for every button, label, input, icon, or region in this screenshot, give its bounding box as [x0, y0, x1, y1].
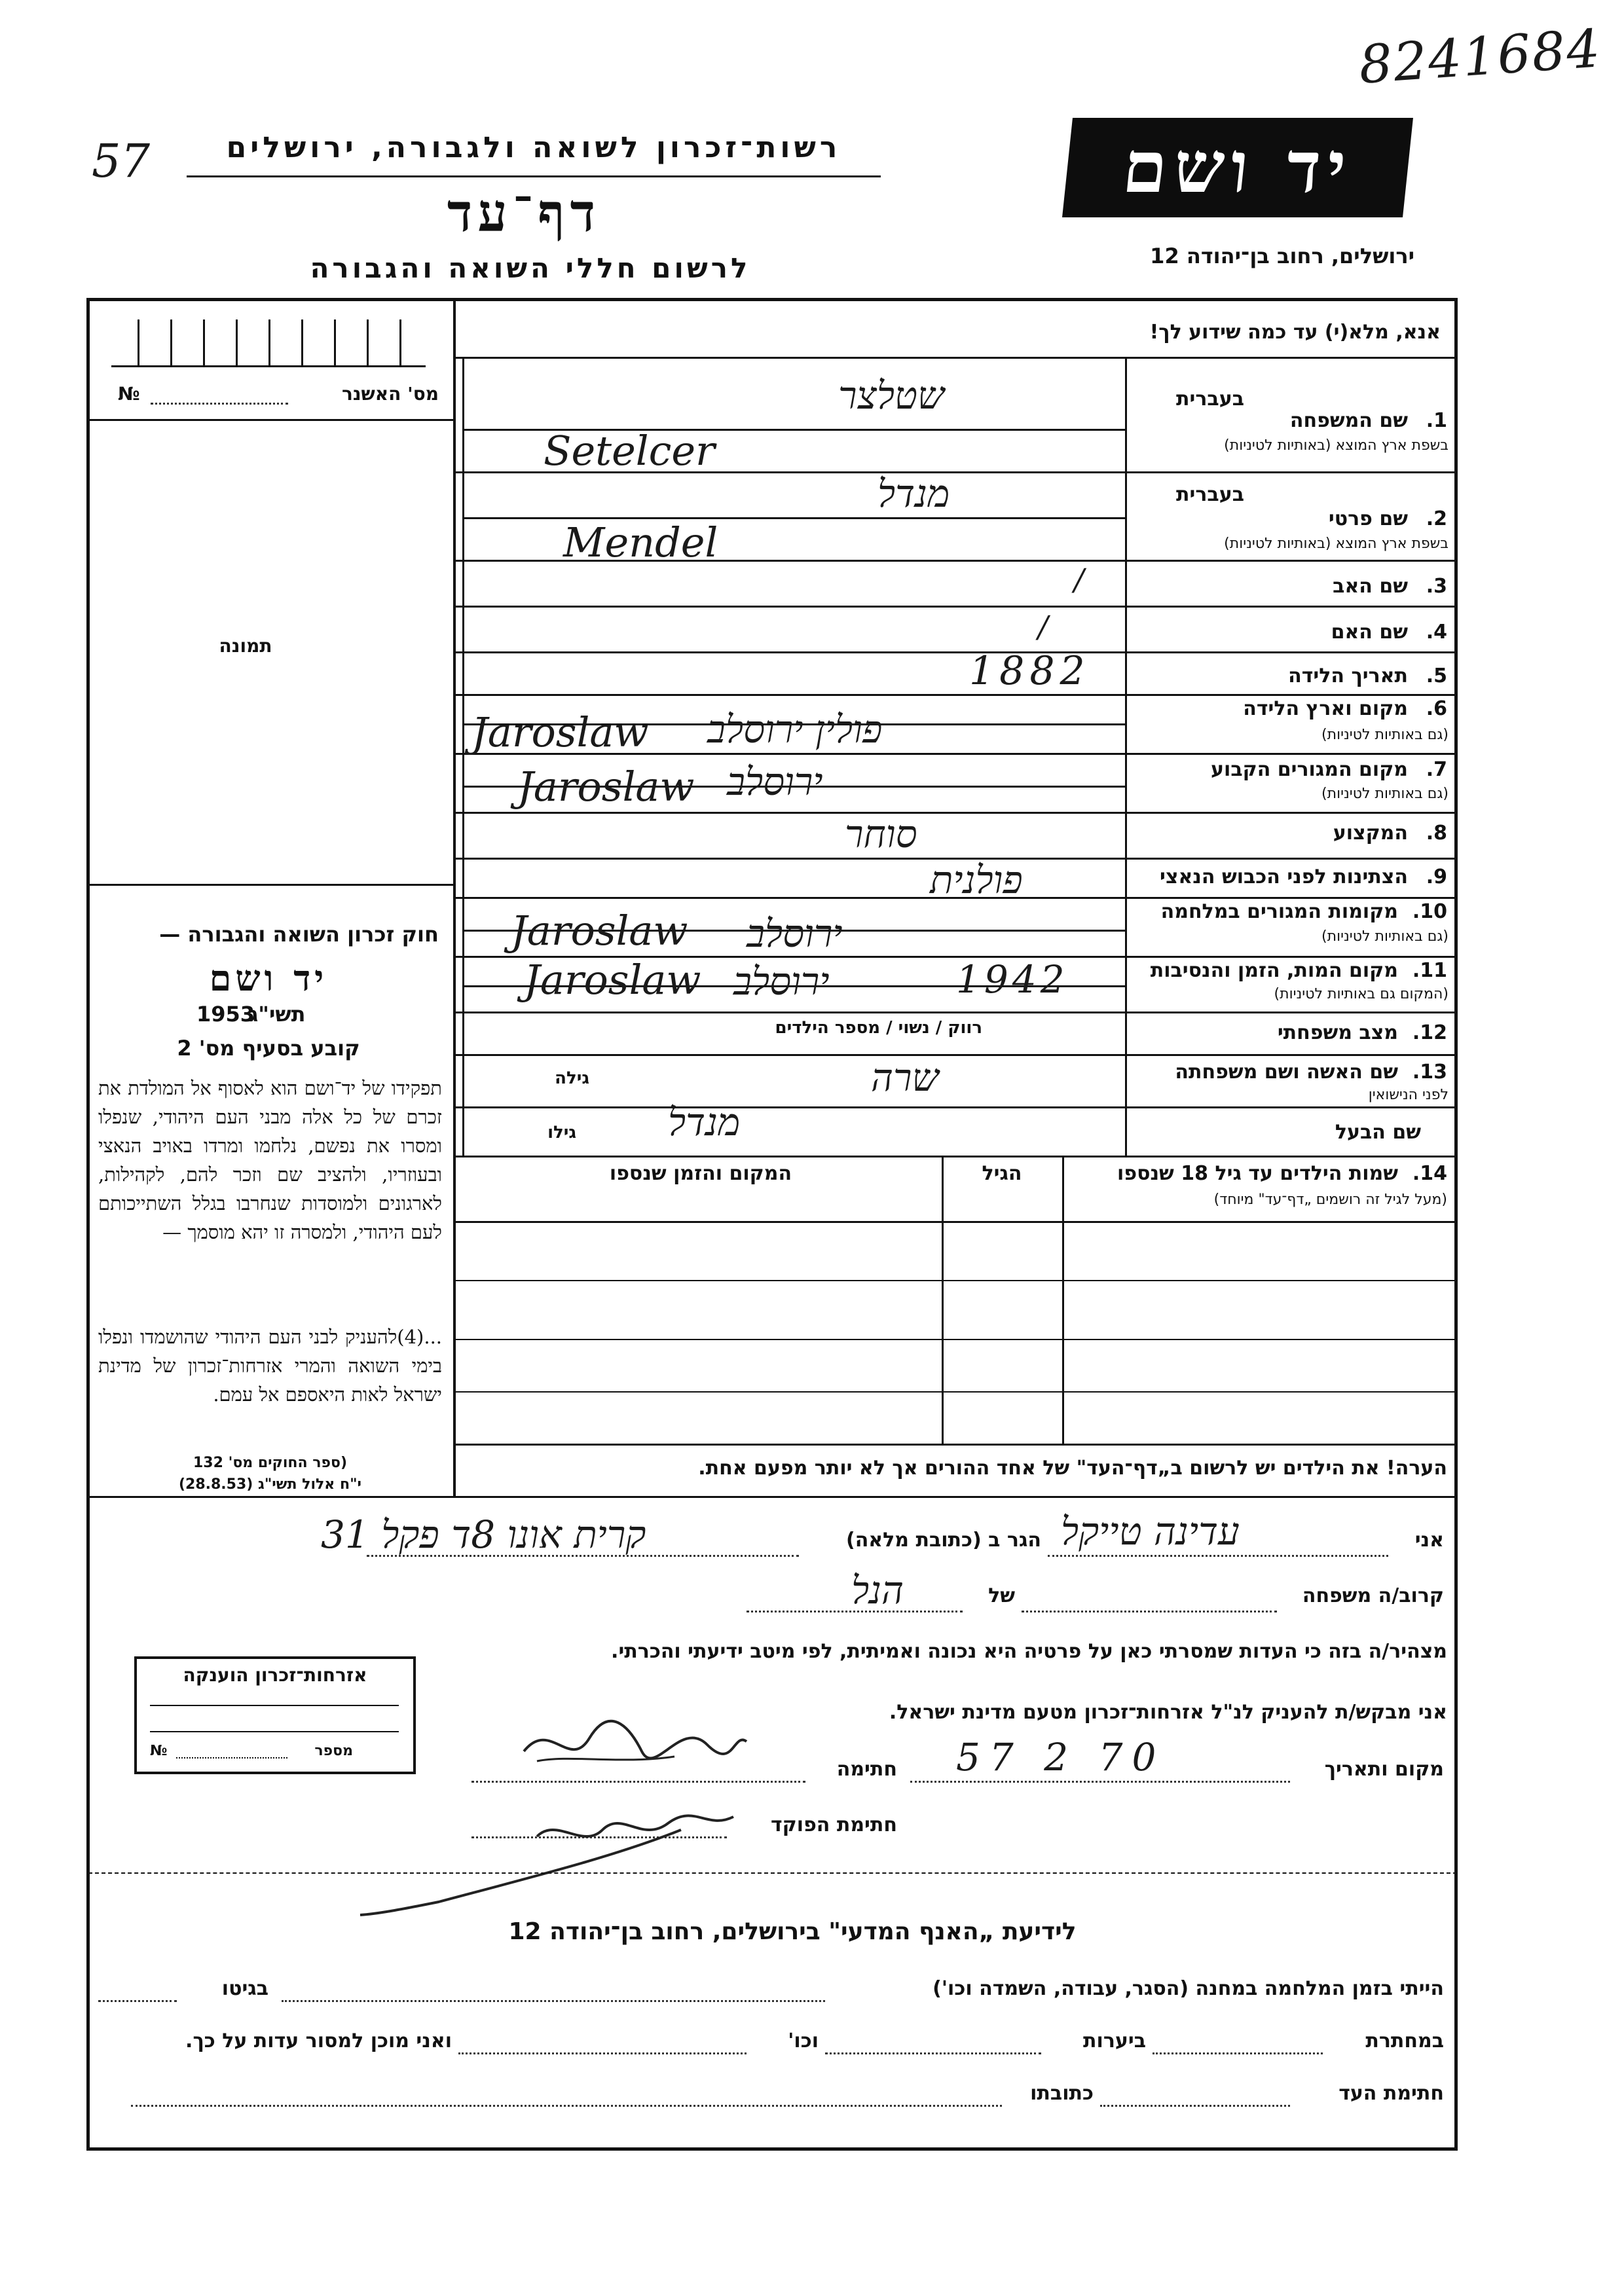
authority-name: רשות־זכרון לשואה ולגבורה, ירושלים — [226, 131, 841, 164]
children-age-header: הגיל — [982, 1162, 1022, 1185]
footer-underground-line — [1153, 2052, 1323, 2054]
field-13-value[interactable]: שרה — [871, 1055, 939, 1100]
footer-camp-label: הייתי בזמן המלחמה במחנה (הסגר, עבודה, השמדה וכו') — [932, 1977, 1444, 2000]
field-6-value-latin[interactable]: Jaroslaw — [471, 708, 649, 756]
law-clause: קובע בסעיף מס' 2 — [177, 1036, 360, 1061]
address-line: ירושלים, רחוב בן־יהודה 12 — [1150, 244, 1414, 268]
field-2-hebrew-tag: בעברית — [1176, 483, 1244, 506]
field-7-label: מקום המגורים הקבוע — [1211, 758, 1408, 781]
yad-vashem-logo: יד ושם — [1062, 118, 1413, 217]
field-1-number: 1. — [1426, 409, 1447, 432]
law-body-2: ...(4)להעניק לבני העם היהודי שהושמדו ונפלו בימי השואה והמרי אזרחות־זכרון של מדינת ישראל לאות היאספם אל עמם. — [98, 1326, 442, 1406]
field-7-value-he[interactable]: ירוסלב — [727, 759, 823, 804]
decl-date-line — [910, 1781, 1290, 1783]
field-10-label: מקומות המגורים במלחמה — [1160, 900, 1398, 923]
field-1-sub: בשפת ארץ המוצא (באותיות לטיניות) — [1224, 437, 1449, 454]
children-sub: (מעל לגיל זה רושמים „דף־עד" מיוחד) — [1213, 1192, 1447, 1208]
citizenship-number-sign: № — [150, 1743, 168, 1759]
decl-request: אני מבקש/ת להעניק לנ"ל אזרחות־זכרון מטעם מדינת ישראל. — [889, 1701, 1447, 1724]
children-place-header: המקום והזמן שנספו — [609, 1162, 792, 1185]
footer-camp-line — [282, 2000, 825, 2002]
row-line — [453, 1156, 1455, 1157]
field-11-number: 11. — [1412, 959, 1447, 982]
field-11-sub: (המקום גם באותיות לטיניות) — [1274, 986, 1449, 1002]
field-6-sub: (גם באותיות לטיניות) — [1321, 727, 1449, 743]
citizenship-line — [150, 1731, 399, 1732]
decl-relative-line — [1022, 1611, 1277, 1613]
children-col-1 — [1062, 1156, 1064, 1444]
registration-line — [151, 403, 288, 405]
field-2-sub: בשפת ארץ המוצא (באותיות לטיניות) — [1224, 536, 1449, 552]
footer-heading: לידיעת „האנף המדעי" בירושלים, רחוב בן־יהודה 12 — [508, 1918, 1077, 1945]
row-line — [453, 1106, 1455, 1108]
field-8-value[interactable]: סוחר — [845, 812, 917, 856]
field-1-label: שם המשפחה — [1289, 409, 1408, 432]
law-org: יד ושם — [209, 957, 328, 999]
value-column-left — [462, 357, 464, 1156]
footer-divider — [88, 1872, 1457, 1876]
field-13-age-label: גילה — [555, 1068, 589, 1088]
field-5-value[interactable]: 1882 — [969, 648, 1090, 694]
row-line — [453, 1054, 1455, 1056]
decl-address[interactable]: קרית אונו 8ד פקל 31 — [321, 1512, 646, 1557]
row-line — [453, 606, 1455, 608]
law-year-he: תשי"ג — [249, 1002, 306, 1027]
field-3-value[interactable]: / — [1074, 562, 1084, 597]
children-col-2 — [942, 1156, 944, 1444]
law-gazette: (ספר החוקים מס' 132 — [193, 1455, 348, 1471]
form-subtitle: לרשום חללי השואה והגבורה — [310, 252, 751, 284]
field-5-number: 5. — [1426, 665, 1447, 687]
husband-age-label: גילו — [547, 1123, 576, 1142]
field-8-number: 8. — [1426, 822, 1447, 845]
label-column-divider — [1125, 357, 1127, 1156]
field-4-label: שם האם — [1331, 621, 1408, 644]
children-row-line — [453, 1339, 1455, 1340]
instruction-line — [453, 357, 1455, 359]
field-11-value-he[interactable]: ירוסלב — [733, 959, 830, 1004]
decl-place-date-label: מקום ותאריך — [1324, 1758, 1444, 1781]
field-13-number: 13. — [1412, 1061, 1447, 1084]
children-label: שמות הילדים עד גיל 18 שנספו — [1117, 1162, 1398, 1185]
registration-label: מס' האשנר — [341, 383, 439, 405]
footer-witness-signature-line — [1100, 2105, 1290, 2107]
children-row-line — [453, 1391, 1455, 1393]
decl-relation[interactable]: הנל — [851, 1568, 904, 1613]
registration-no-sign: № — [118, 383, 140, 405]
footer-witness-signature-label: חתימת העד — [1338, 2082, 1444, 2105]
registration-ticks — [111, 319, 426, 367]
field-13-sub: לפני הנישואין — [1368, 1087, 1449, 1103]
field-1-hebrew-tag: בעברית — [1176, 388, 1244, 410]
decl-name[interactable]: עדינה טייקל — [1061, 1509, 1240, 1554]
footer-address-label: כתובתו — [1030, 2082, 1094, 2105]
row-line — [453, 1011, 1455, 1013]
decl-resident-label: הגר ב (כתובת מלאה) — [845, 1529, 1041, 1552]
law-body: תפקידו של יד־ושם הוא לאסוף אל המולדת את זכרם של כל אלה מבני העם היהודי, שנפלו ומסרו את נפשם, נלחמו ומרדו באויב הנאצי ובעוזריו, ולהציב שם וזכר להם, לקהילות, לארגונים ולמוסדות שנחרבו בגלל השתייכותם לעם היהודי, ולמסרה זו יהא מוסמך — — [98, 1077, 442, 1243]
citizenship-number-line — [176, 1757, 287, 1758]
field-1-value-he[interactable]: שטלצר — [838, 373, 945, 418]
field-13-label: שם האשה ושם משפחתה — [1175, 1061, 1398, 1084]
field-11-year[interactable]: 1942 — [956, 957, 1069, 1002]
fill-instruction: אנא, מלא(י) עד כמה שידוע לך! — [1149, 321, 1441, 344]
field-1-value-latin[interactable]: Setelcer — [544, 427, 715, 475]
note-line — [88, 1496, 1457, 1498]
decl-date[interactable]: 70 2 57 — [956, 1735, 1166, 1779]
field-12-number: 12. — [1412, 1021, 1447, 1044]
field-6-label: מקום וארץ הלידה — [1243, 697, 1408, 720]
officer-signature — [341, 1791, 760, 1922]
footer-forests-label: ביערות — [1083, 2030, 1146, 2052]
field-12-value[interactable]: רווק / נשוי / מספר הילדים — [775, 1018, 982, 1038]
footer-testimony-label: ואני מוכן למסור עדות על כך. — [185, 2030, 452, 2052]
children-number: 14. — [1412, 1162, 1447, 1185]
footer-forests-line — [825, 2052, 1041, 2054]
footer-etc-label: וכו' — [788, 2030, 819, 2052]
registration-divider — [88, 419, 453, 421]
husband-label: שם הבעל — [1335, 1121, 1421, 1144]
field-2-value-he[interactable]: מנדל — [877, 471, 950, 516]
citizenship-line — [150, 1705, 399, 1706]
law-year: 1953 — [196, 1002, 255, 1027]
field-2-number: 2. — [1426, 507, 1447, 530]
field-10-sub: (גם באותיות לטיניות) — [1321, 928, 1449, 945]
decl-name-line — [1048, 1555, 1388, 1557]
photo-label: תמונה — [219, 635, 272, 657]
decl-relative-label: קרוב/ה משפחה — [1302, 1584, 1444, 1607]
field-6-number: 6. — [1426, 697, 1447, 720]
field-9-number: 9. — [1426, 866, 1447, 888]
field-10-value-he[interactable]: ירוסלב — [747, 911, 843, 956]
footer-ghetto-label: בגיטו — [221, 1977, 268, 2000]
field-9-value[interactable]: פולנית — [930, 858, 1023, 902]
field-8-label: המקצוע — [1333, 822, 1408, 845]
authority-underline — [187, 175, 881, 177]
row-line — [462, 517, 1125, 519]
witness-signature — [511, 1705, 760, 1784]
field-2-value-latin[interactable]: Mendel — [563, 519, 718, 566]
corner-mark: 57 — [92, 134, 151, 188]
children-row-line — [453, 1280, 1455, 1281]
citizenship-box — [134, 1656, 416, 1774]
document-number: 8241684 — [1357, 18, 1604, 96]
law-title: חוק זכרון השואה והגבורה — — [159, 922, 439, 947]
field-4-number: 4. — [1426, 621, 1447, 644]
form-title: דף־עד — [447, 182, 601, 244]
field-10-number: 10. — [1412, 900, 1447, 923]
footer-underground-label: במחתרת — [1365, 2030, 1444, 2052]
field-12-label: מצב משפחתי — [1277, 1021, 1398, 1044]
citizenship-title: אזרחות־זכרון הוענקה — [183, 1664, 367, 1686]
photo-divider — [88, 884, 453, 886]
decl-statement: מצהיר/ה בזה כי העדות שמסרתי כאן על פרטיה היא נכונה ואמיתית, לפי מיטב ידיעתי והכרתי. — [611, 1640, 1447, 1663]
citizenship-number-label: מספר — [314, 1743, 353, 1759]
field-10-value-latin[interactable]: Jaroslaw — [511, 907, 688, 955]
row-line — [453, 694, 1455, 696]
decl-officer-label: חתימת הפוקד — [771, 1813, 897, 1836]
field-4-value[interactable]: / — [1038, 609, 1048, 644]
field-6-value-he[interactable]: פולין ירוסלב — [707, 707, 883, 752]
row-line — [453, 812, 1455, 814]
field-9-label: הצתינות לפני הכבוש הנאצי — [1160, 866, 1408, 888]
law-gazette-date: י"ח אלול תשי"ג (28.8.53) — [178, 1476, 362, 1493]
field-2-label: שם פרטי — [1328, 507, 1408, 530]
children-bottom-line — [453, 1444, 1455, 1446]
children-header-line — [453, 1221, 1455, 1223]
decl-of-label: של — [988, 1584, 1015, 1607]
field-3-label: שם האב — [1333, 575, 1408, 598]
decl-i-label: אני — [1414, 1529, 1444, 1552]
note-text: הערה! את הילדים יש לרשום ב„דף־העד" של אחד ההורים אך לא יותר מפעם אחת. — [698, 1457, 1447, 1480]
field-11-label: מקום המות, הזמן והנסיבות — [1150, 959, 1398, 982]
field-3-number: 3. — [1426, 575, 1447, 598]
footer-address-line — [131, 2105, 1002, 2107]
field-7-number: 7. — [1426, 758, 1447, 781]
row-line — [453, 651, 1455, 653]
footer-etc-line — [458, 2052, 747, 2054]
husband-value[interactable]: מנדל — [668, 1100, 741, 1144]
field-5-label: תאריך הלידה — [1288, 665, 1408, 687]
field-7-value-latin[interactable]: Jaroslaw — [517, 763, 695, 811]
field-11-value-latin[interactable]: Jaroslaw — [524, 956, 701, 1004]
decl-signature-label: חתימה — [836, 1758, 897, 1781]
field-7-sub: (גם באותיות לטיניות) — [1321, 786, 1449, 802]
footer-ghetto-line — [98, 2000, 177, 2002]
